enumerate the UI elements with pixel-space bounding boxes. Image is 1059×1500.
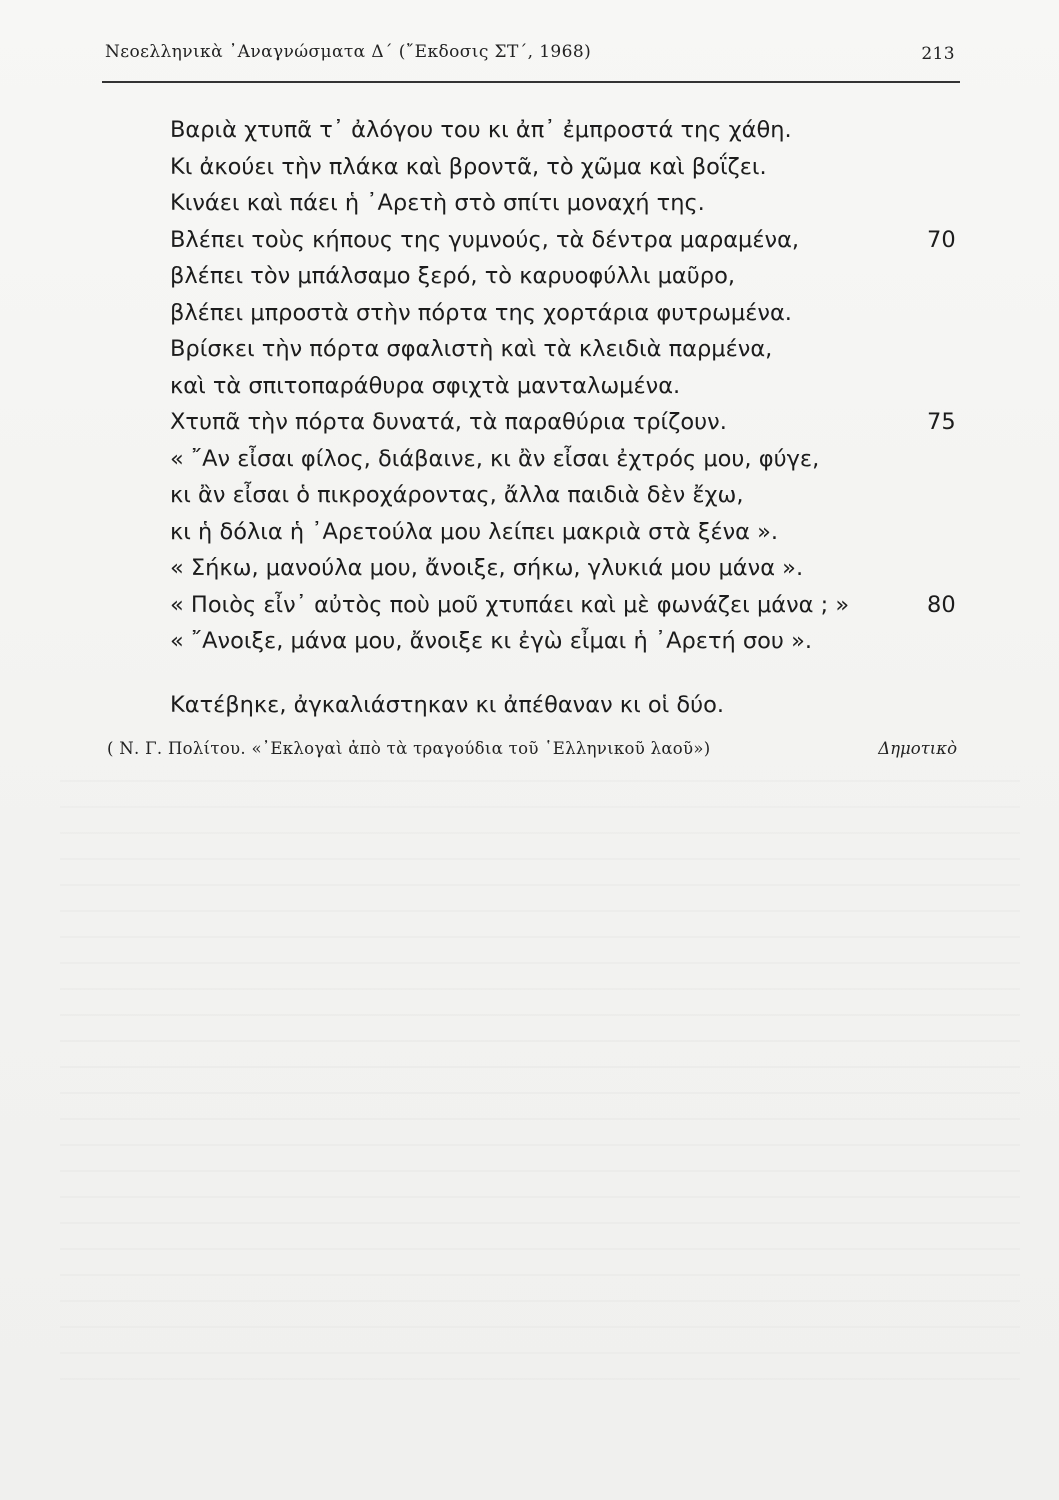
verse-line [170, 441, 970, 478]
running-title: Νεοελληνικὰ ᾿Αναγνώσματα Δ΄ (῎Εκδοσις ΣΤ΄, 1968) [105, 42, 592, 62]
verse-line [170, 112, 970, 149]
running-header [105, 38, 955, 74]
verse-line [170, 623, 970, 660]
verse-text: βλέπει μπροστὰ στὴν πόρτα της χορτάρια φυτρωμένα. [170, 299, 792, 326]
genre-label: Δημοτικὸ [878, 739, 957, 758]
verse-text: Βρίσκει τὴν πόρτα σφαλιστὴ καὶ τὰ κλειδιὰ παρμένα, [170, 336, 773, 362]
line-number: 80 [927, 591, 956, 618]
poem [170, 112, 970, 660]
verse-text: Βλέπει τοὺς κήπους της γυμνούς, τὰ δέντρα μαραμένα, [170, 226, 800, 253]
verse-text: « Σήκω, μανούλα μου, ἄνοιξε, σήκω, γλυκιά μου μάνα ». [170, 555, 804, 581]
header-rule [102, 81, 960, 83]
verse-line [170, 222, 970, 259]
verse-line [170, 514, 970, 551]
verse-line [170, 550, 970, 587]
closing-line: Κατέβηκε, ἀγκαλιάστηκαν κι ἀπέθαναν κι οἱ δύο. [170, 692, 725, 718]
verse-text: « ῎Αν εἶσαι φίλος, διάβαινε, κι ἂν εἶσαι ἐχτρός μου, φύγε, [170, 445, 820, 472]
verse-line [170, 331, 970, 368]
page-number: 213 [921, 44, 955, 64]
line-number: 70 [927, 226, 956, 253]
verse-text: Βαριὰ χτυπᾶ τ᾿ ἀλόγου του κι ἀπ᾿ ἐμπροστά της χάθη. [170, 117, 792, 143]
verse-line [170, 477, 970, 514]
verse-text: βλέπει τὸν μπάλσαμο ξερό, τὸ καρυοφύλλι μαῦρο, [170, 263, 735, 289]
verse-text: « Ποιὸς εἶν᾿ αὐτὸς ποὺ μοῦ χτυπάει καὶ μὲ φωνάζει μάνα ; » [170, 591, 850, 618]
source-citation: ( Ν. Γ. Πολίτου. «᾿Εκλογαὶ ἀπὸ τὰ τραγούδια τοῦ ῾Ελληνικοῦ λαοῦ») [107, 739, 711, 758]
verse-line [170, 404, 970, 441]
line-number: 75 [927, 409, 956, 435]
show-through-texture [60, 780, 1020, 1400]
source-attribution [107, 737, 957, 767]
verse-text: Χτυπᾶ τὴν πόρτα δυνατά, τὰ παραθύρια τρίζουν. [170, 409, 727, 435]
verse-line [170, 368, 970, 405]
verse-line [170, 258, 970, 295]
verse-text: Κινάει καὶ πάει ἡ ᾿Αρετὴ στὸ σπίτι μοναχή της. [170, 190, 705, 216]
verse-line [170, 295, 970, 332]
verse-text: Κι ἀκούει τὴν πλάκα καὶ βροντᾶ, τὸ χῶμα καὶ βοΐζει. [170, 153, 767, 180]
verse-line [170, 587, 970, 624]
verse-line [170, 185, 970, 222]
verse-text: κι ἡ δόλια ἡ ᾿Αρετούλα μου λείπει μακριὰ στὰ ξένα ». [170, 518, 779, 545]
verse-text: καὶ τὰ σπιτοπαράθυρα σφιχτὰ μανταλωμένα. [170, 372, 681, 399]
verse-text: « ῎Ανοιξε, μάνα μου, ἄνοιξε κι ἐγὼ εἶμαι ἡ ᾿Αρετή σου ». [170, 628, 813, 654]
verse-line [170, 149, 970, 186]
verse-text: κι ἂν εἶσαι ὁ πικροχάροντας, ἄλλα παιδιὰ δὲν ἔχω, [170, 482, 744, 508]
